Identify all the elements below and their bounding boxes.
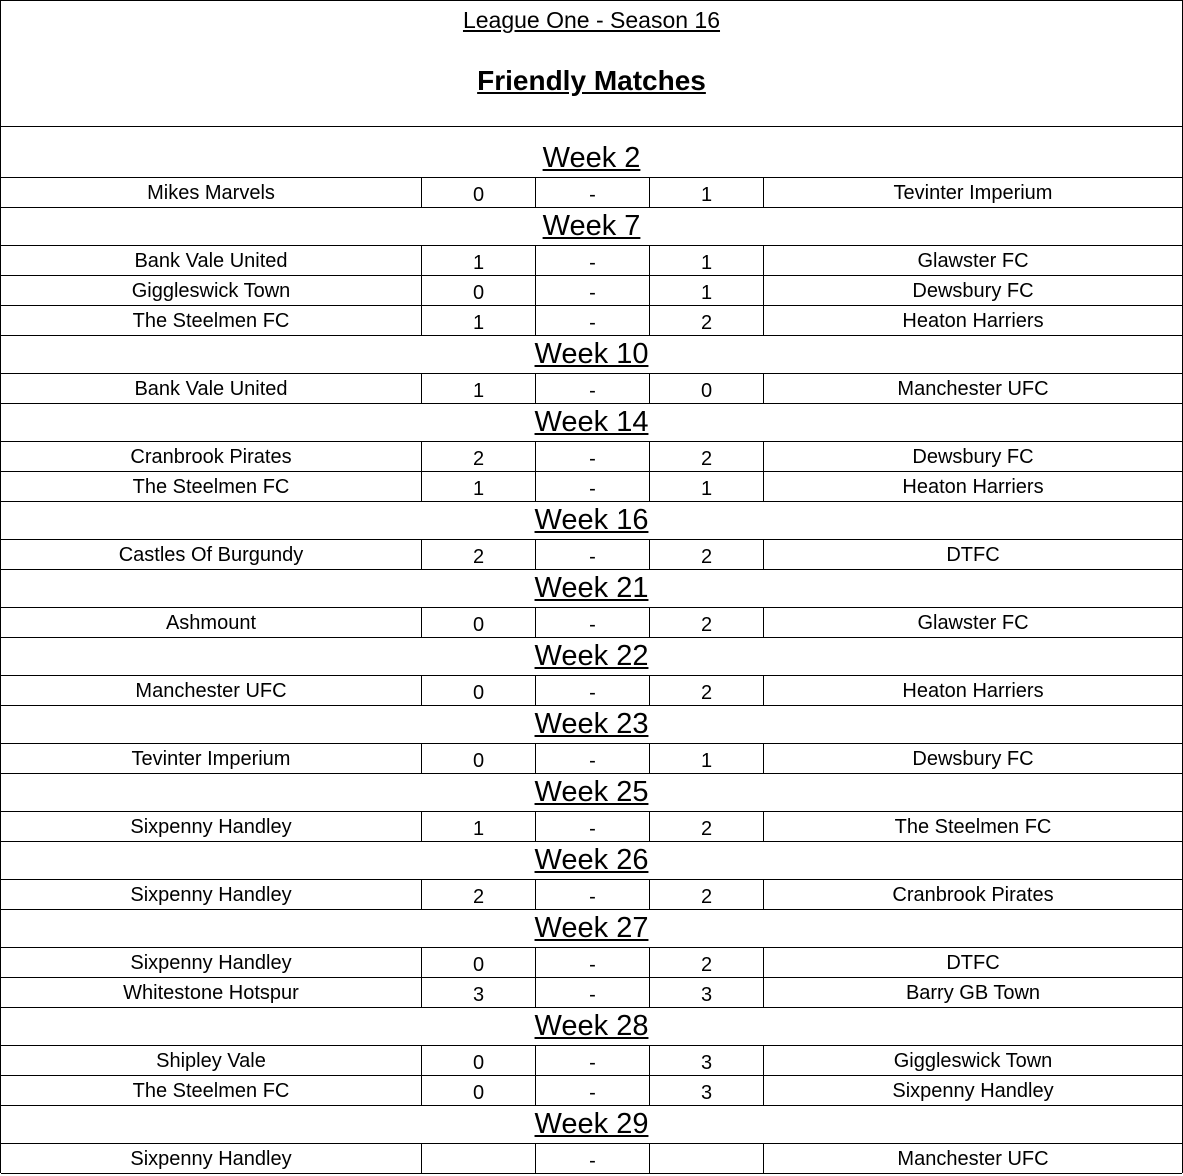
home-team-cell: Cranbrook Pirates	[130, 446, 292, 468]
week-label: Week 22	[534, 640, 649, 672]
week-header-row	[1, 774, 1182, 812]
home-team-cell: Tevinter Imperium	[131, 748, 291, 770]
match-row	[1, 812, 1182, 842]
week-label: Week 26	[534, 844, 649, 876]
week-header-row	[1, 706, 1182, 744]
away-score-cell: 3	[649, 1076, 763, 1105]
home-score-cell: 0	[421, 608, 535, 637]
away-score-cell: 1	[649, 472, 763, 501]
week-header-row	[1, 842, 1182, 880]
week-header-row	[1, 208, 1182, 246]
match-row	[1, 880, 1182, 910]
home-team-cell: Shipley Vale	[156, 1050, 266, 1072]
match-row	[1, 442, 1182, 472]
home-score-cell: 0	[421, 276, 535, 305]
page-title: Friendly Matches	[477, 65, 706, 96]
away-team-cell: Tevinter Imperium	[763, 178, 1182, 207]
week-header-row	[1, 570, 1182, 608]
home-score-cell: 1	[421, 812, 535, 841]
match-row	[1, 1144, 1182, 1174]
away-score-cell: 3	[649, 978, 763, 1007]
sheet-header	[1, 0, 1182, 126]
match-row	[1, 676, 1182, 706]
home-score-cell: 2	[421, 442, 535, 471]
match-row	[1, 276, 1182, 306]
home-score-cell: 1	[421, 472, 535, 501]
home-score-cell: 0	[421, 744, 535, 773]
home-score-cell: 1	[421, 306, 535, 335]
away-score-cell: 0	[649, 374, 763, 403]
away-team-cell: Heaton Harriers	[763, 472, 1182, 501]
away-score-cell: 3	[649, 1046, 763, 1075]
score-separator-cell: -	[535, 442, 649, 471]
match-row	[1, 948, 1182, 978]
away-score-cell: 1	[649, 744, 763, 773]
home-team-cell: Bank Vale United	[134, 378, 288, 400]
week-header-row	[1, 1106, 1182, 1144]
away-team-cell: Barry GB Town	[763, 978, 1182, 1007]
match-row	[1, 608, 1182, 638]
week-label: Week 10	[534, 338, 649, 370]
score-separator-cell: -	[535, 812, 649, 841]
fixtures-table	[1, 126, 1182, 1174]
away-team-cell: Sixpenny Handley	[763, 1076, 1182, 1105]
week-label: Week 14	[534, 406, 649, 438]
score-separator-cell: -	[535, 178, 649, 207]
week-label: Week 2	[542, 142, 641, 174]
away-score-cell: 2	[649, 442, 763, 471]
away-score-cell: 2	[649, 306, 763, 335]
score-separator-cell: -	[535, 306, 649, 335]
score-separator-cell: -	[535, 246, 649, 275]
home-team-cell: The Steelmen FC	[132, 310, 290, 332]
week-header-row	[1, 336, 1182, 374]
match-row	[1, 306, 1182, 336]
home-team-cell: Ashmount	[165, 612, 257, 634]
away-score-cell: 2	[649, 676, 763, 705]
match-row	[1, 978, 1182, 1008]
score-separator-cell: -	[535, 472, 649, 501]
score-separator-cell: -	[535, 978, 649, 1007]
home-score-cell: 2	[421, 540, 535, 569]
score-separator-cell: -	[535, 276, 649, 305]
week-header-row	[1, 638, 1182, 676]
home-score-cell: 0	[421, 1046, 535, 1075]
away-team-cell: Dewsbury FC	[763, 442, 1182, 471]
away-score-cell: 1	[649, 276, 763, 305]
score-separator-cell: -	[535, 880, 649, 909]
away-team-cell: DTFC	[763, 948, 1182, 977]
home-score-cell: 2	[421, 880, 535, 909]
away-team-cell: The Steelmen FC	[763, 812, 1182, 841]
away-score-cell	[649, 1144, 763, 1173]
week-header-row	[1, 910, 1182, 948]
home-team-cell: Castles Of Burgundy	[118, 544, 304, 566]
score-separator-cell: -	[535, 374, 649, 403]
week-header-row	[1, 404, 1182, 442]
home-team-cell: Sixpenny Handley	[130, 1148, 292, 1170]
match-row	[1, 246, 1182, 276]
away-team-cell: Dewsbury FC	[763, 276, 1182, 305]
away-team-cell: Heaton Harriers	[763, 676, 1182, 705]
match-row	[1, 472, 1182, 502]
away-team-cell: Glawster FC	[763, 608, 1182, 637]
away-team-cell: Giggleswick Town	[763, 1046, 1182, 1075]
home-team-cell: Mikes Marvels	[147, 182, 275, 204]
away-team-cell: Heaton Harriers	[763, 306, 1182, 335]
match-row	[1, 744, 1182, 774]
away-score-cell: 1	[649, 178, 763, 207]
week-header-row	[1, 1008, 1182, 1046]
score-separator-cell: -	[535, 1144, 649, 1173]
week-header-row	[1, 127, 1182, 178]
home-team-cell: The Steelmen FC	[132, 476, 290, 498]
week-header-row	[1, 502, 1182, 540]
match-row	[1, 540, 1182, 570]
away-score-cell: 2	[649, 812, 763, 841]
score-separator-cell: -	[535, 744, 649, 773]
home-team-cell: Sixpenny Handley	[130, 816, 292, 838]
away-score-cell: 2	[649, 540, 763, 569]
away-team-cell: Dewsbury FC	[763, 744, 1182, 773]
score-separator-cell: -	[535, 676, 649, 705]
away-score-cell: 2	[649, 880, 763, 909]
match-row	[1, 178, 1182, 208]
home-score-cell	[421, 1144, 535, 1173]
away-team-cell: Manchester UFC	[763, 1144, 1182, 1173]
score-separator-cell: -	[535, 1076, 649, 1105]
week-label: Week 16	[534, 504, 649, 536]
home-team-cell: Giggleswick Town	[131, 280, 291, 302]
score-separator-cell: -	[535, 948, 649, 977]
week-label: Week 21	[534, 572, 649, 604]
home-score-cell: 0	[421, 676, 535, 705]
score-separator-cell: -	[535, 1046, 649, 1075]
away-team-cell: Glawster FC	[763, 246, 1182, 275]
week-label: Week 27	[534, 912, 649, 944]
home-score-cell: 1	[421, 374, 535, 403]
home-score-cell: 0	[421, 948, 535, 977]
week-label: Week 28	[534, 1010, 649, 1042]
away-score-cell: 2	[649, 608, 763, 637]
home-team-cell: Whitestone Hotspur	[123, 982, 299, 1004]
away-score-cell: 2	[649, 948, 763, 977]
home-team-cell: Manchester UFC	[135, 680, 287, 702]
week-label: Week 29	[534, 1108, 649, 1140]
home-score-cell: 0	[421, 1076, 535, 1105]
score-separator-cell: -	[535, 540, 649, 569]
league-title: League One - Season 16	[462, 7, 721, 33]
week-label: Week 25	[534, 776, 649, 808]
match-row	[1, 1076, 1182, 1106]
away-team-cell: Manchester UFC	[763, 374, 1182, 403]
home-team-cell: The Steelmen FC	[132, 1080, 290, 1102]
home-score-cell: 0	[421, 178, 535, 207]
score-separator-cell: -	[535, 608, 649, 637]
match-row	[1, 374, 1182, 404]
home-team-cell: Sixpenny Handley	[130, 884, 292, 906]
week-label: Week 23	[534, 708, 649, 740]
week-label: Week 7	[542, 210, 641, 242]
away-team-cell: Cranbrook Pirates	[763, 880, 1182, 909]
away-score-cell: 1	[649, 246, 763, 275]
home-score-cell: 3	[421, 978, 535, 1007]
home-team-cell: Bank Vale United	[134, 250, 288, 272]
home-team-cell: Sixpenny Handley	[130, 952, 292, 974]
home-score-cell: 1	[421, 246, 535, 275]
away-team-cell: DTFC	[763, 540, 1182, 569]
match-row	[1, 1046, 1182, 1076]
